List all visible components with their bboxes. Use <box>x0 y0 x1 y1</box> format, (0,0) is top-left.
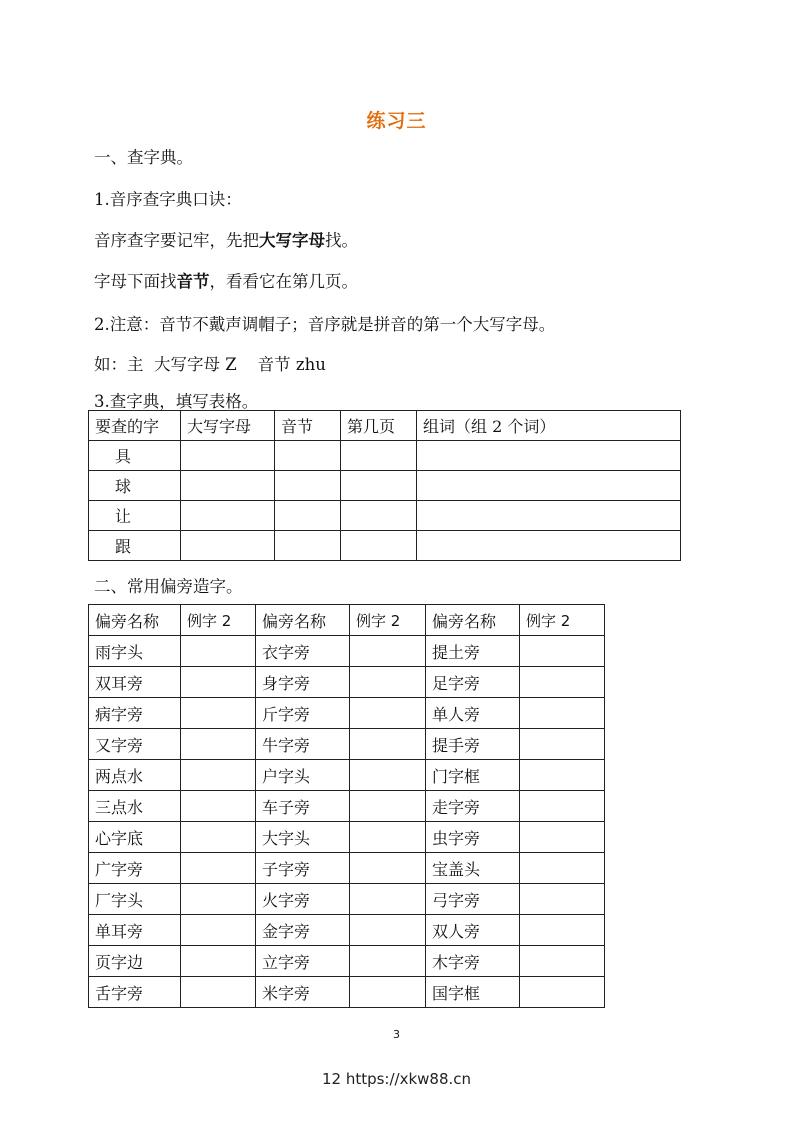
section-heading-dictionary: 一、查字典。 <box>94 148 193 167</box>
radical-name: 斤字旁 <box>256 698 350 729</box>
radical-name: 立字旁 <box>256 946 350 977</box>
blank-cell[interactable] <box>341 471 417 501</box>
lookup-char: 让 <box>89 501 181 531</box>
footer-link[interactable]: 12 https://xkw88.cn <box>321 1070 472 1088</box>
radical-name: 雨字头 <box>89 636 181 667</box>
blank-cell[interactable] <box>181 471 275 501</box>
blank-cell[interactable] <box>520 884 605 915</box>
item-1-heading: 1.音序查字典口诀： <box>94 190 242 209</box>
rhyme-1-text-a: 音序查字要记牢，先把 <box>94 231 259 250</box>
radical-name: 病字旁 <box>89 698 181 729</box>
header-cell: 组词（组 2 个词） <box>417 411 681 441</box>
radical-name: 户字头 <box>256 760 350 791</box>
table-row <box>89 760 605 791</box>
blank-cell[interactable] <box>417 441 681 471</box>
blank-cell[interactable] <box>181 636 256 667</box>
item-2-note: 2.注意：音节不戴声调帽子；音序就是拼音的第一个大写字母。 <box>94 315 556 334</box>
page-number: 3 <box>393 1028 400 1041</box>
blank-cell[interactable] <box>275 471 341 501</box>
blank-cell[interactable] <box>520 853 605 884</box>
rhyme-line-2 <box>94 268 358 292</box>
blank-cell[interactable] <box>417 471 681 501</box>
blank-cell[interactable] <box>181 698 256 729</box>
header-cell: 大写字母 <box>181 411 275 441</box>
radical-name: 牛字旁 <box>256 729 350 760</box>
radical-table <box>88 604 605 1008</box>
radical-name: 木字旁 <box>426 946 520 977</box>
header-cell: 第几页 <box>341 411 417 441</box>
radical-name: 提手旁 <box>426 729 520 760</box>
table-row <box>89 977 605 1008</box>
header-cell: 例字 2 <box>181 605 256 636</box>
blank-cell[interactable] <box>181 915 256 946</box>
blank-cell[interactable] <box>417 531 681 561</box>
header-cell: 音节 <box>275 411 341 441</box>
radical-name: 弓字旁 <box>426 884 520 915</box>
blank-cell[interactable] <box>181 946 256 977</box>
blank-cell[interactable] <box>181 729 256 760</box>
header-cell: 要查的字 <box>89 411 181 441</box>
blank-cell[interactable] <box>350 884 426 915</box>
radical-name: 提土旁 <box>426 636 520 667</box>
header-cell: 例字 2 <box>520 605 605 636</box>
radical-name: 金字旁 <box>256 915 350 946</box>
blank-cell[interactable] <box>520 636 605 667</box>
radical-name: 身字旁 <box>256 667 350 698</box>
blank-cell[interactable] <box>181 791 256 822</box>
table-row <box>89 531 681 561</box>
blank-cell[interactable] <box>181 977 256 1008</box>
rhyme-2-text-c: ，看看它在第几页。 <box>209 272 358 291</box>
blank-cell[interactable] <box>350 729 426 760</box>
blank-cell[interactable] <box>275 441 341 471</box>
blank-cell[interactable] <box>350 977 426 1008</box>
example-line: 如：主 大写字母 Z 音节 zhu <box>94 355 326 374</box>
blank-cell[interactable] <box>350 667 426 698</box>
blank-cell[interactable] <box>350 636 426 667</box>
header-cell: 偏旁名称 <box>89 605 181 636</box>
table-row <box>89 884 605 915</box>
radical-name: 虫字旁 <box>426 822 520 853</box>
radical-name: 又字旁 <box>89 729 181 760</box>
rhyme-2-emphasis: 音节 <box>176 272 210 291</box>
radical-name: 两点水 <box>89 760 181 791</box>
blank-cell[interactable] <box>520 977 605 1008</box>
blank-cell[interactable] <box>520 667 605 698</box>
blank-cell[interactable] <box>520 822 605 853</box>
radical-name: 双耳旁 <box>89 667 181 698</box>
radical-name: 车子旁 <box>256 791 350 822</box>
blank-cell[interactable] <box>520 698 605 729</box>
blank-cell[interactable] <box>181 760 256 791</box>
radical-name: 页字边 <box>89 946 181 977</box>
blank-cell[interactable] <box>341 441 417 471</box>
table-header-row <box>89 411 681 441</box>
blank-cell[interactable] <box>181 884 256 915</box>
table-row <box>89 915 605 946</box>
table-row <box>89 667 605 698</box>
radical-name: 广字旁 <box>89 853 181 884</box>
blank-cell[interactable] <box>181 441 275 471</box>
radical-name: 单人旁 <box>426 698 520 729</box>
page-title: 练习三 <box>366 110 427 132</box>
blank-cell[interactable] <box>520 791 605 822</box>
lookup-char: 具 <box>89 441 181 471</box>
table-row <box>89 946 605 977</box>
blank-cell[interactable] <box>350 791 426 822</box>
blank-cell[interactable] <box>520 760 605 791</box>
header-cell: 偏旁名称 <box>426 605 520 636</box>
rhyme-2-text-a: 字母下面找 <box>94 272 177 291</box>
dictionary-lookup-table <box>88 410 681 561</box>
blank-cell[interactable] <box>341 531 417 561</box>
header-cell: 偏旁名称 <box>256 605 350 636</box>
radical-name: 三点水 <box>89 791 181 822</box>
table-row <box>89 853 605 884</box>
blank-cell[interactable] <box>181 531 275 561</box>
radical-name: 双人旁 <box>426 915 520 946</box>
blank-cell[interactable] <box>181 667 256 698</box>
radical-name: 足字旁 <box>426 667 520 698</box>
radical-name: 国字框 <box>426 977 520 1008</box>
blank-cell[interactable] <box>417 501 681 531</box>
header-cell: 例字 2 <box>350 605 426 636</box>
radical-name: 子字旁 <box>256 853 350 884</box>
blank-cell[interactable] <box>181 853 256 884</box>
blank-cell[interactable] <box>520 729 605 760</box>
radical-name: 心字底 <box>89 822 181 853</box>
lookup-char: 跟 <box>89 531 181 561</box>
radical-name: 门字框 <box>426 760 520 791</box>
blank-cell[interactable] <box>181 822 256 853</box>
radical-name: 火字旁 <box>256 884 350 915</box>
radical-name: 走字旁 <box>426 791 520 822</box>
item-3-heading: 3.查字典，填写表格。 <box>94 392 259 411</box>
radical-name: 衣字旁 <box>256 636 350 667</box>
section-heading-radicals: 二、常用偏旁造字。 <box>94 577 243 596</box>
blank-cell[interactable] <box>350 822 426 853</box>
table-row <box>89 471 681 501</box>
lookup-char: 球 <box>89 471 181 501</box>
blank-cell[interactable] <box>520 946 605 977</box>
blank-cell[interactable] <box>350 760 426 791</box>
table-row <box>89 501 681 531</box>
table-row <box>89 636 605 667</box>
table-row <box>89 441 681 471</box>
blank-cell[interactable] <box>350 915 426 946</box>
blank-cell[interactable] <box>181 501 275 531</box>
radical-name: 米字旁 <box>256 977 350 1008</box>
radical-name: 单耳旁 <box>89 915 181 946</box>
radical-name: 宝盖头 <box>426 853 520 884</box>
table-row <box>89 791 605 822</box>
blank-cell[interactable] <box>520 915 605 946</box>
table-row <box>89 698 605 729</box>
table-row <box>89 729 605 760</box>
blank-cell[interactable] <box>275 531 341 561</box>
radical-name: 大字头 <box>256 822 350 853</box>
radical-name: 舌字旁 <box>89 977 181 1008</box>
table-row <box>89 822 605 853</box>
blank-cell[interactable] <box>350 853 426 884</box>
blank-cell[interactable] <box>350 946 426 977</box>
rhyme-line-1 <box>94 227 358 251</box>
blank-cell[interactable] <box>341 501 417 531</box>
rhyme-1-emphasis: 大写字母 <box>259 231 325 250</box>
table-header-row <box>89 605 605 636</box>
blank-cell[interactable] <box>275 501 341 531</box>
blank-cell[interactable] <box>350 698 426 729</box>
radical-name: 厂字头 <box>89 884 181 915</box>
rhyme-1-text-c: 找。 <box>325 231 358 250</box>
